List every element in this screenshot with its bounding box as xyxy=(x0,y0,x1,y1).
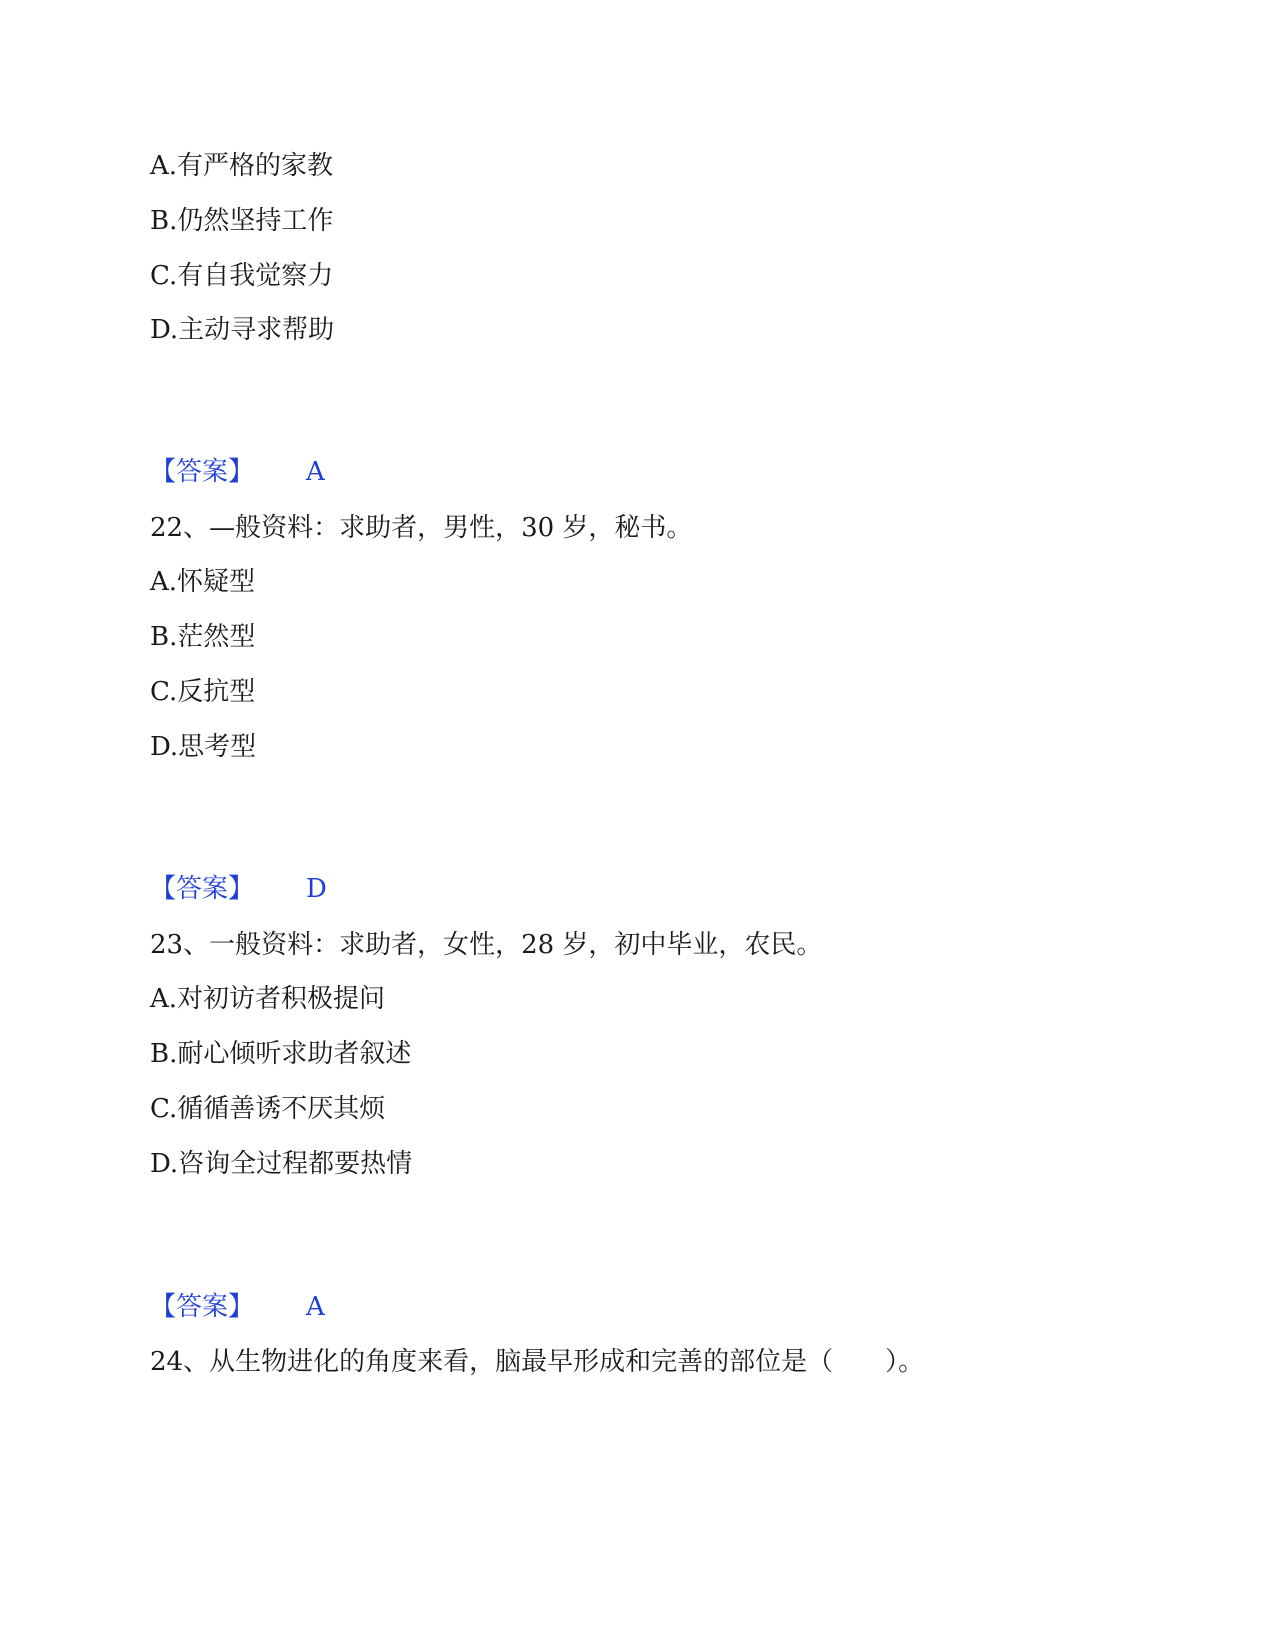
option-c: C.有自我觉察力 xyxy=(150,261,334,291)
answer-label: 【答案】 xyxy=(150,457,255,487)
q23-option-a: A.对初访者积极提问 xyxy=(150,984,386,1014)
q22-option-d: D.思考型 xyxy=(150,732,257,762)
question-24: 24、从生物进化的角度来看，脑最早形成和完善的部位是（ ）。 xyxy=(150,1347,925,1377)
answer-label: 【答案】 xyxy=(150,874,255,904)
question-23: 23、一般资料：求助者，女性，28 岁，初中毕业，农民。 xyxy=(150,930,823,960)
option-a: A.有严格的家教 xyxy=(150,151,334,181)
question-22: 22、—般资料：求助者，男性，30 岁，秘书。 xyxy=(150,513,693,543)
q22-option-a: A.怀疑型 xyxy=(150,567,256,597)
q23-option-b: B.耐心倾听求助者叙述 xyxy=(150,1039,412,1069)
answer-value: A xyxy=(306,1292,325,1322)
q22-option-b: B.茫然型 xyxy=(150,622,256,652)
q22-answer-line xyxy=(150,873,327,905)
answer-value: D xyxy=(306,874,327,904)
answer-value: A xyxy=(306,457,325,487)
option-d: D.主动寻求帮助 xyxy=(150,315,335,345)
q23-option-d: D.咨询全过程都要热情 xyxy=(150,1149,413,1179)
answer-line xyxy=(150,456,325,488)
q23-answer-line xyxy=(150,1291,325,1323)
answer-label: 【答案】 xyxy=(150,1292,255,1322)
q22-option-c: C.反抗型 xyxy=(150,677,256,707)
option-b: B.仍然坚持工作 xyxy=(150,206,334,236)
q23-option-c: C.循循善诱不厌其烦 xyxy=(150,1094,386,1124)
